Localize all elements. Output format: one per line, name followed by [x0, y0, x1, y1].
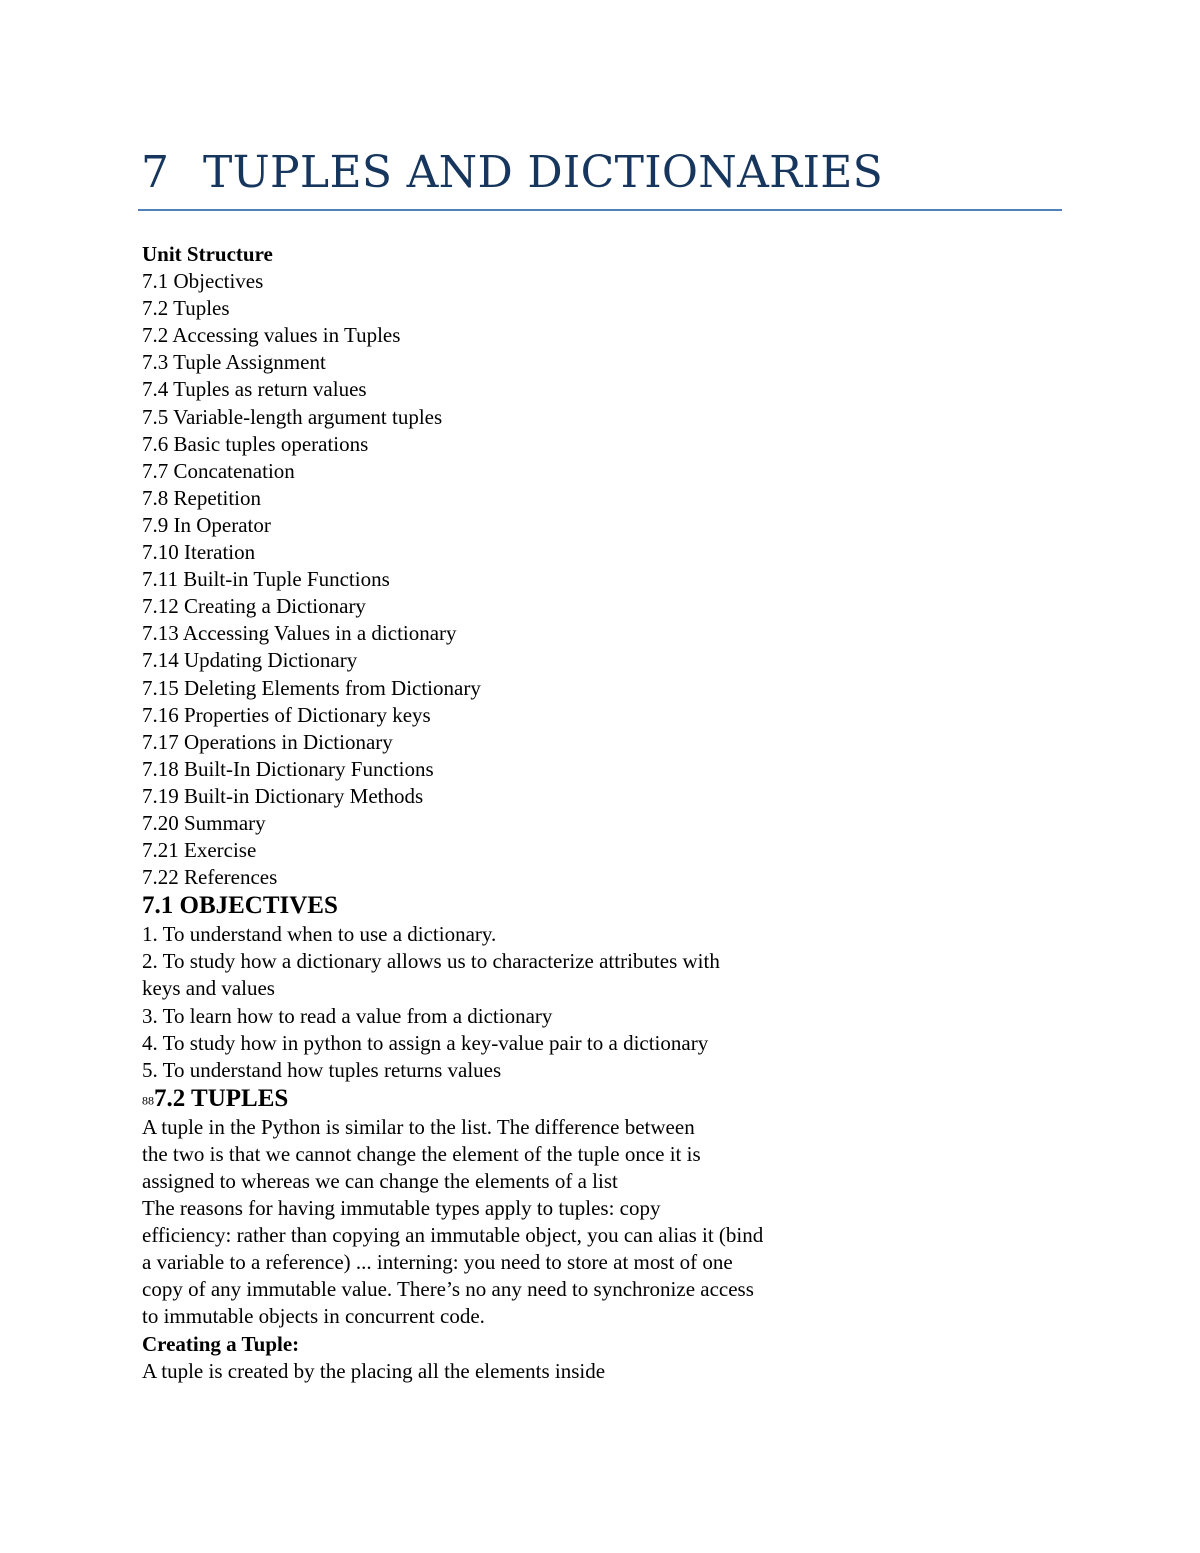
toc-item: 7.8 Repetition: [142, 485, 261, 510]
objective-line: keys and values: [142, 976, 275, 1001]
toc-item: 7.21 Exercise: [142, 838, 257, 863]
toc-item: 7.13 Accessing Values in a dictionary: [142, 621, 457, 646]
tuples-heading-text: 7.2 TUPLES: [154, 1084, 289, 1112]
objective-line: 1. To understand when to use a dictionary.: [142, 922, 497, 947]
toc-item: 7.12 Creating a Dictionary: [142, 594, 366, 619]
toc-item: 7.7 Concatenation: [142, 458, 295, 483]
toc-item: 7.9 In Operator: [142, 512, 271, 537]
objective-line: 4. To study how in python to assign a key-value pair to a dictionary: [142, 1030, 709, 1055]
chapter-title-text: TUPLES AND DICTIONARIES: [203, 147, 884, 198]
toc-item: 7.5 Variable-length argument tuples: [142, 404, 443, 429]
paragraph-line: the two is that we cannot change the element of the tuple once it is: [142, 1141, 701, 1166]
toc-item: 7.20 Summary: [142, 810, 266, 835]
paragraph-line: efficiency: rather than copying an immutable object, you can alias it (bind: [142, 1223, 764, 1248]
creating-tuple-subheading: Creating a Tuple:: [142, 1331, 300, 1356]
paragraph-line: copy of any immutable value. There’s no any need to synchronize access: [142, 1277, 754, 1302]
toc-item: 7.4 Tuples as return values: [142, 377, 367, 402]
toc-item: 7.16 Properties of Dictionary keys: [142, 702, 431, 727]
toc-item: 7.10 Iteration: [142, 540, 256, 565]
objective-line: 5. To understand how tuples returns values: [142, 1057, 502, 1082]
toc-item: 7.18 Built-In Dictionary Functions: [142, 756, 434, 781]
paragraph-line: The reasons for having immutable types apply to tuples: copy: [142, 1196, 661, 1221]
toc-item: 7.6 Basic tuples operations: [142, 431, 369, 456]
paragraph-line: A tuple is created by the placing all the elements inside: [142, 1358, 606, 1383]
toc-item: 7.2 Tuples: [142, 296, 230, 321]
toc-item: 7.15 Deleting Elements from Dictionary: [142, 675, 481, 700]
toc-item: 7.17 Operations in Dictionary: [142, 729, 393, 754]
chapter-number: 7: [141, 147, 170, 198]
toc-item: 7.11 Built-in Tuple Functions: [142, 567, 390, 592]
objective-line: 2. To study how a dictionary allows us to characterize attributes with: [142, 949, 720, 974]
unit-structure-list: [142, 268, 1062, 891]
page-number: 88: [142, 1093, 154, 1108]
toc-item: 7.2 Accessing values in Tuples: [142, 323, 401, 348]
paragraph-line: a variable to a reference) ... interning: you need to store at most of one: [142, 1250, 733, 1275]
chapter-title: [141, 142, 883, 204]
tuples-paragraph: [142, 1114, 1062, 1331]
objectives-heading: 7.1 OBJECTIVES: [142, 892, 338, 920]
toc-item: 7.19 Built-in Dictionary Methods: [142, 783, 424, 808]
paragraph-line: A tuple in the Python is similar to the list. The difference between: [142, 1114, 695, 1139]
paragraph-line: to immutable objects in concurrent code.: [142, 1304, 485, 1329]
body-text: [142, 241, 1062, 1385]
unit-structure-heading: Unit Structure: [142, 242, 273, 266]
paragraph-line: assigned to whereas we can change the elements of a list: [142, 1169, 618, 1193]
tuples-heading: [142, 1084, 1062, 1114]
objectives-list: [142, 921, 1062, 1084]
title-underline: [138, 209, 1062, 211]
objective-line: 3. To learn how to read a value from a dictionary: [142, 1003, 553, 1028]
toc-item: 7.3 Tuple Assignment: [142, 350, 326, 375]
toc-item: 7.14 Updating Dictionary: [142, 648, 358, 673]
toc-item: 7.1 Objectives: [142, 269, 264, 294]
toc-item: 7.22 References: [142, 865, 278, 890]
